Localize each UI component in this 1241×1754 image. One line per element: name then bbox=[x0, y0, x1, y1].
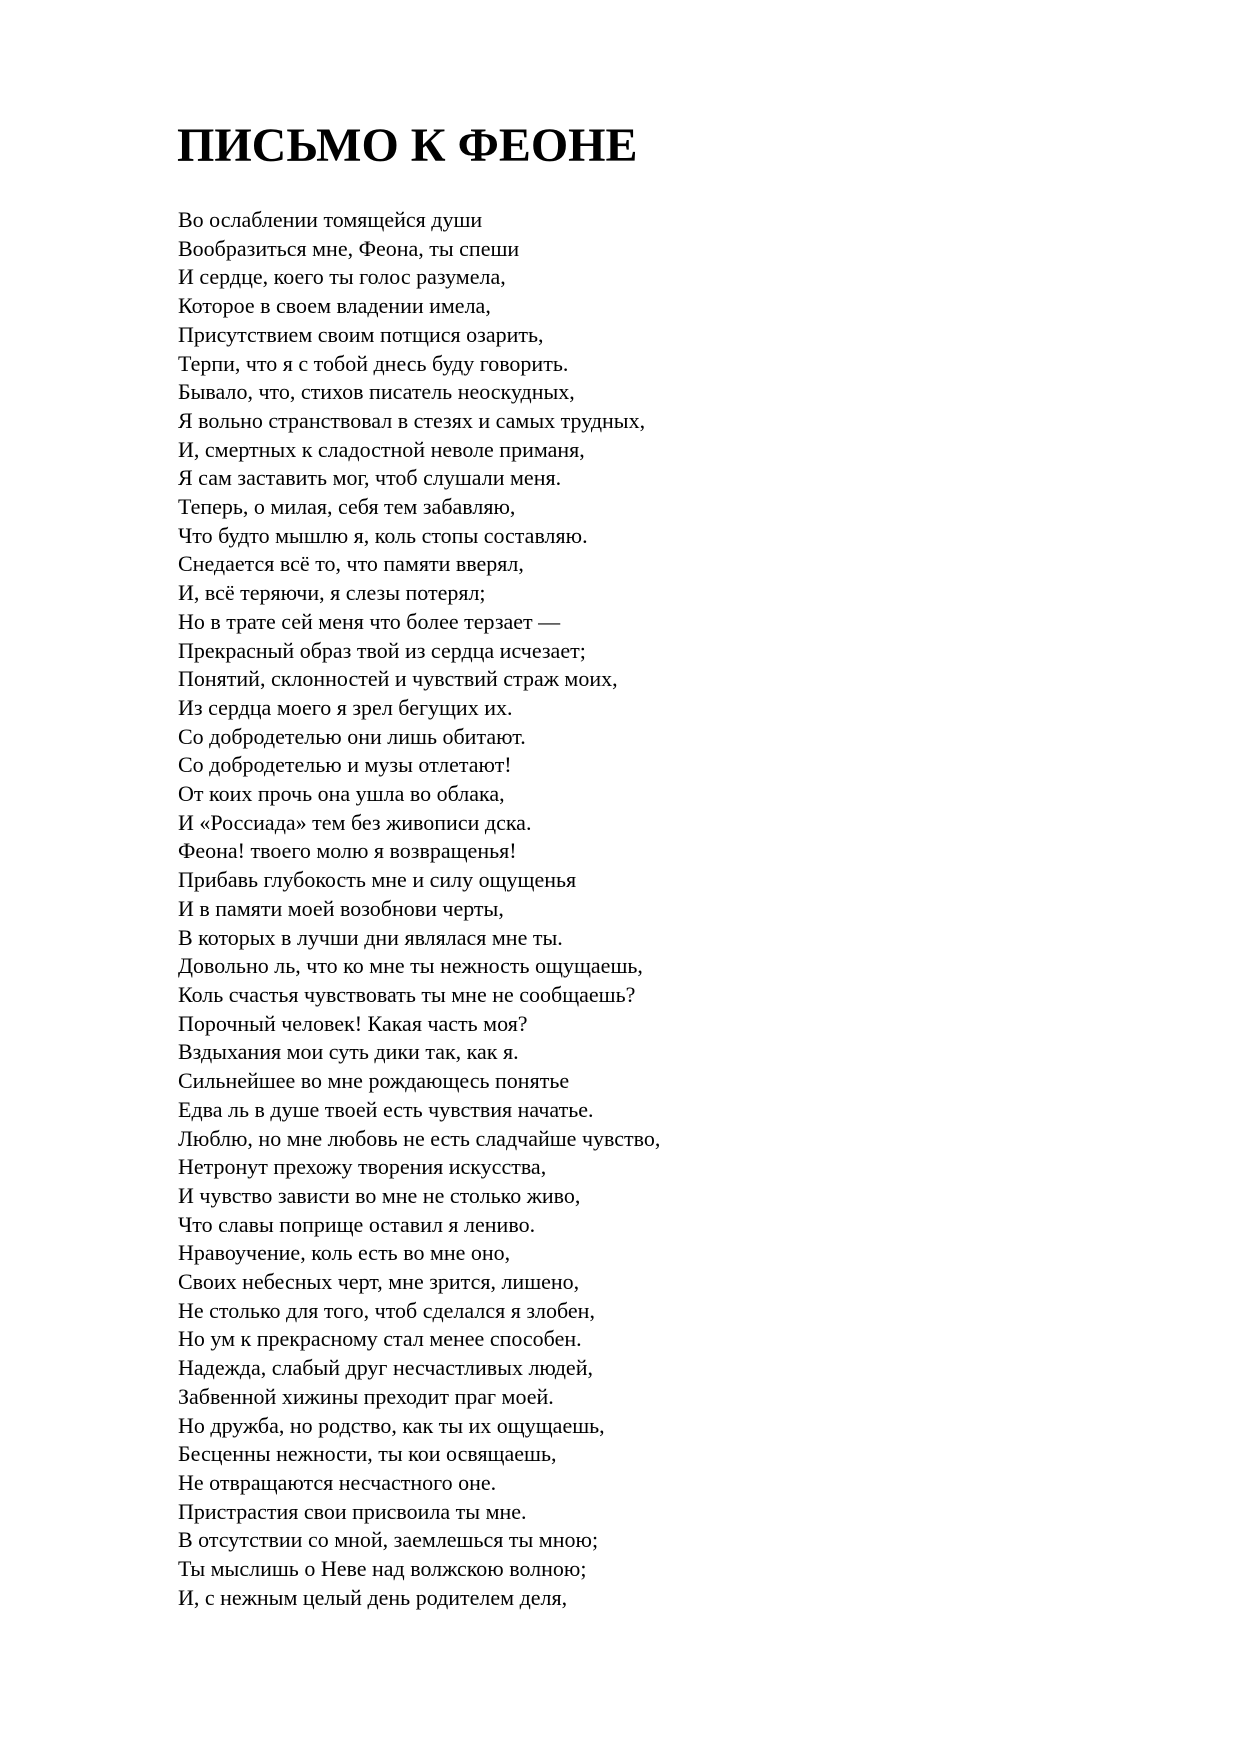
poem-line: И, всё теряючи, я слезы потерял; bbox=[178, 580, 486, 606]
poem-line: Терпи, что я с тобой днесь буду говорить. bbox=[178, 350, 569, 376]
poem-line: Не столько для того, чтоб сделался я злобен, bbox=[178, 1297, 595, 1323]
poem-line: И, смертных к сладостной неволе приманя, bbox=[178, 436, 585, 462]
poem-line: Со добродетелью они лишь обитают. bbox=[178, 723, 526, 749]
poem-line: Бывало, что, стихов писатель неоскудных, bbox=[178, 379, 575, 405]
poem-line: Нетронут прехожу творения искусства, bbox=[178, 1154, 547, 1180]
poem-line: Сильнейшее во мне рождающесь понятье bbox=[178, 1068, 570, 1094]
poem-line: Бесценны нежности, ты кои освящаешь, bbox=[178, 1441, 557, 1467]
poem-line: Я вольно странствовал в стезях и самых трудных, bbox=[178, 407, 646, 433]
poem-line: И чувство зависти во мне не столько живо, bbox=[178, 1182, 581, 1208]
poem-line: Надежда, слабый друг несчастливых людей, bbox=[178, 1355, 593, 1381]
poem-line: Вздыхания мои суть дики так, как я. bbox=[178, 1039, 519, 1065]
poem-line: Едва ль в душе твоей есть чувствия начатье. bbox=[178, 1096, 594, 1122]
poem-line: В отсутствии со мной, заемлешься ты мною; bbox=[178, 1527, 599, 1553]
poem-line: Своих небесных черт, мне зрится, лишено, bbox=[178, 1269, 580, 1295]
poem-line: Коль счастья чувствовать ты мне не сообщаешь? bbox=[178, 981, 636, 1007]
poem-line: Понятий, склонностей и чувствий страж моих, bbox=[178, 666, 618, 692]
poem-line: Во ослаблении томящейся души bbox=[178, 207, 483, 232]
poem-line: Что славы поприще оставил я лениво. bbox=[178, 1211, 536, 1237]
poem-line: Теперь, о милая, себя тем забавляю, bbox=[178, 494, 516, 520]
poem-line: Но в трате сей меня что более терзает — bbox=[178, 608, 561, 634]
poem-body bbox=[178, 206, 660, 1612]
poem-line: В которых в лучши дни являлася мне ты. bbox=[178, 924, 563, 950]
poem-line: Пристрастия свои присвоила ты мне. bbox=[178, 1498, 527, 1524]
poem-line: Прибавь глубокость мне и силу ощущенья bbox=[178, 867, 577, 893]
poem-line: Не отвращаются несчастного оне. bbox=[178, 1469, 497, 1495]
poem-line: Но дружба, но родство, как ты их ощущаешь, bbox=[178, 1412, 605, 1438]
poem-line: Но ум к прекрасному стал менее способен. bbox=[178, 1326, 582, 1352]
poem-line: Которое в своем владении имела, bbox=[178, 293, 491, 319]
poem-line: Что будто мышлю я, коль стопы составляю. bbox=[178, 522, 588, 548]
poem-line: И «Россиада» тем без живописи дска. bbox=[178, 809, 532, 835]
poem-line: Порочный человек! Какая часть моя? bbox=[178, 1010, 528, 1036]
poem-line: Ты мыслишь о Неве над волжскою волною; bbox=[178, 1556, 587, 1582]
poem-line: Из сердца моего я зрел бегущих их. bbox=[178, 694, 513, 720]
poem-line: Присутствием своим потщися озарить, bbox=[178, 321, 544, 347]
poem-line: Вообразиться мне, Феона, ты спеши bbox=[178, 235, 520, 261]
poem-line: Прекрасный образ твой из сердца исчезает; bbox=[178, 637, 586, 663]
poem-line: Довольно ль, что ко мне ты нежность ощущаешь, bbox=[178, 953, 643, 979]
poem-line: От коих прочь она ушла во облака, bbox=[178, 781, 505, 807]
poem-line: Я сам заставить мог, чтоб слушали меня. bbox=[178, 465, 562, 491]
poem-line: Забвенной хижины преходит праг моей. bbox=[178, 1383, 554, 1409]
poem-line: Снедается всё то, что памяти вверял, bbox=[178, 551, 524, 577]
poem-line: И сердце, коего ты голос разумела, bbox=[178, 264, 506, 290]
poem-line: И, с нежным целый день родителем деля, bbox=[178, 1584, 568, 1610]
poem-line: Со добродетелью и музы отлетают! bbox=[178, 752, 512, 778]
poem-line: Феона! твоего молю я возвращенья! bbox=[178, 838, 517, 864]
poem-line: И в памяти моей возобнови черты, bbox=[178, 895, 504, 921]
poem-line: Нравоучение, коль есть во мне оно, bbox=[178, 1240, 511, 1266]
document-title: ПИСЬМО К ФЕОНЕ bbox=[177, 119, 638, 172]
poem-line: Люблю, но мне любовь не есть сладчайше чувство, bbox=[178, 1125, 661, 1151]
